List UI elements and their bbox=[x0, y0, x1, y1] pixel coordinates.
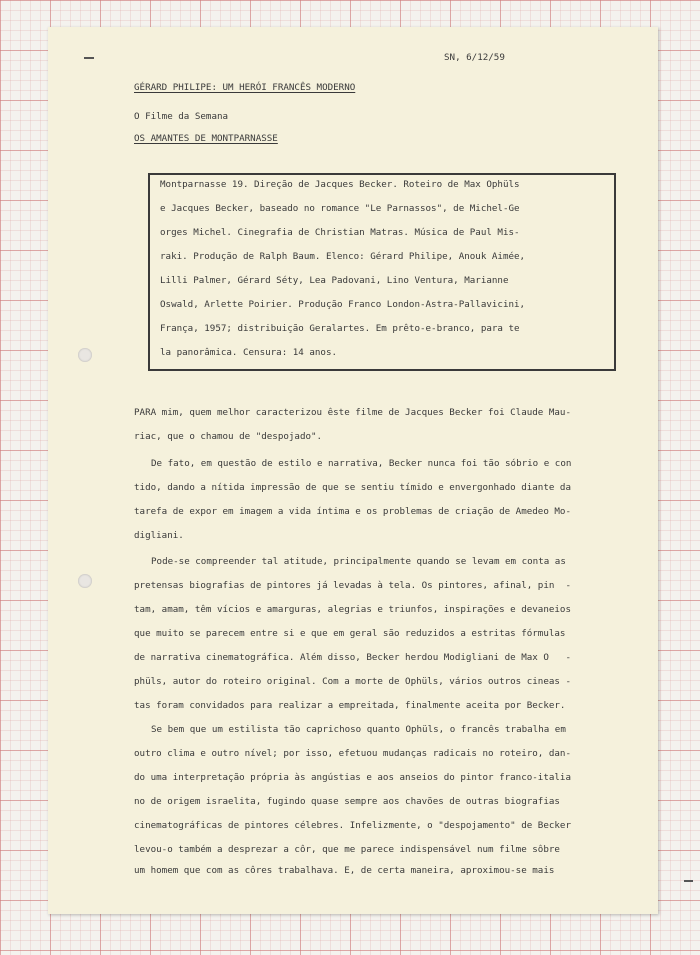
article-title: GÉRARD PHILIPE: UM HERÓI FRANCÊS MODERNO bbox=[134, 82, 356, 93]
credits-line: Oswald, Arlette Poirier. Produção Franco London-Astra-Pallavicini, bbox=[160, 299, 526, 310]
body-line: um homem que com as côres trabalhava. E, de certa maneira, aproximou-se mais bbox=[134, 865, 555, 876]
body-line: que muito se parecem entre si e que em geral são reduzidos a estritas fórmulas bbox=[134, 628, 566, 639]
body-line: tido, dando a nítida impressão de que se sentiu tímido e envergonhado diante da bbox=[134, 482, 571, 493]
body-line: phüls, autor do roteiro original. Com a morte de Ophüls, vários outros cineas - bbox=[134, 676, 571, 687]
body-line: tam, amam, têm vícios e amarguras, alegrias e triunfos, inspirações e devaneios bbox=[134, 604, 571, 615]
punch-hole-bottom bbox=[78, 574, 92, 588]
credits-line: raki. Produção de Ralph Baum. Elenco: Gérard Philipe, Anouk Aimée, bbox=[160, 251, 526, 262]
body-line: cinematográficas de pintores célebres. Infelizmente, o "despojamento" de Becker bbox=[134, 820, 571, 831]
body-line: tas foram convidados para realizar a empreitada, finalmente aceita por Becker. bbox=[134, 700, 566, 711]
credits-line: Lilli Palmer, Gérard Séty, Lea Padovani, Lino Ventura, Marianne bbox=[160, 275, 509, 286]
body-line: tarefa de expor em imagem a vida íntima e os problemas de criação de Amedeo Mo- bbox=[134, 506, 571, 517]
body-line: Se bem que um estilista tão caprichoso quanto Ophüls, o francês trabalha em bbox=[151, 724, 566, 735]
body-line: digliani. bbox=[134, 530, 184, 541]
reference-date: SN, 6/12/59 bbox=[444, 52, 505, 63]
body-line: no de origem israelita, fugindo quase sempre aos chavões de outras biografias bbox=[134, 796, 560, 807]
body-line: pretensas biografias de pintores já levadas à tela. Os pintores, afinal, pin - bbox=[134, 580, 571, 591]
margin-mark-top bbox=[84, 57, 94, 59]
body-line: outro clima e outro nível; por isso, efetuou mudanças radicais no roteiro, dan- bbox=[134, 748, 571, 759]
body-line: do uma interpretação própria às angústias e aos anseios do pintor franco-italia bbox=[134, 772, 571, 783]
body-line: de narrativa cinematográfica. Além disso, Becker herdou Modigliani de Max O - bbox=[134, 652, 571, 663]
body-line: levou-o também a desprezar a côr, que me parece indispensável num filme sôbre bbox=[134, 844, 560, 855]
body-line: riac, que o chamou de "despojado". bbox=[134, 431, 323, 442]
credits-line: e Jacques Becker, baseado no romance "Le Parnassos", de Michel-Ge bbox=[160, 203, 520, 214]
section-label: O Filme da Semana bbox=[134, 111, 229, 122]
credits-line: Montparnasse 19. Direção de Jacques Becker. Roteiro de Max Ophüls bbox=[160, 179, 520, 190]
margin-mark-bottom bbox=[684, 880, 693, 882]
punch-hole-top bbox=[78, 348, 92, 362]
credits-line: França, 1957; distribuição Geralartes. Em prêto-e-branco, para te bbox=[160, 323, 520, 334]
film-title: OS AMANTES DE MONTPARNASSE bbox=[134, 133, 278, 144]
body-line: De fato, em questão de estilo e narrativa, Becker nunca foi tão sóbrio e con bbox=[151, 458, 572, 469]
credits-line: la panorâmica. Censura: 14 anos. bbox=[160, 347, 338, 358]
body-line: Pode-se compreender tal atitude, principalmente quando se levam em conta as bbox=[151, 556, 566, 567]
body-line: PARA mim, quem melhor caracterizou êste filme de Jacques Becker foi Claude Mau- bbox=[134, 407, 571, 418]
credits-line: orges Michel. Cinegrafia de Christian Matras. Música de Paul Mis- bbox=[160, 227, 520, 238]
